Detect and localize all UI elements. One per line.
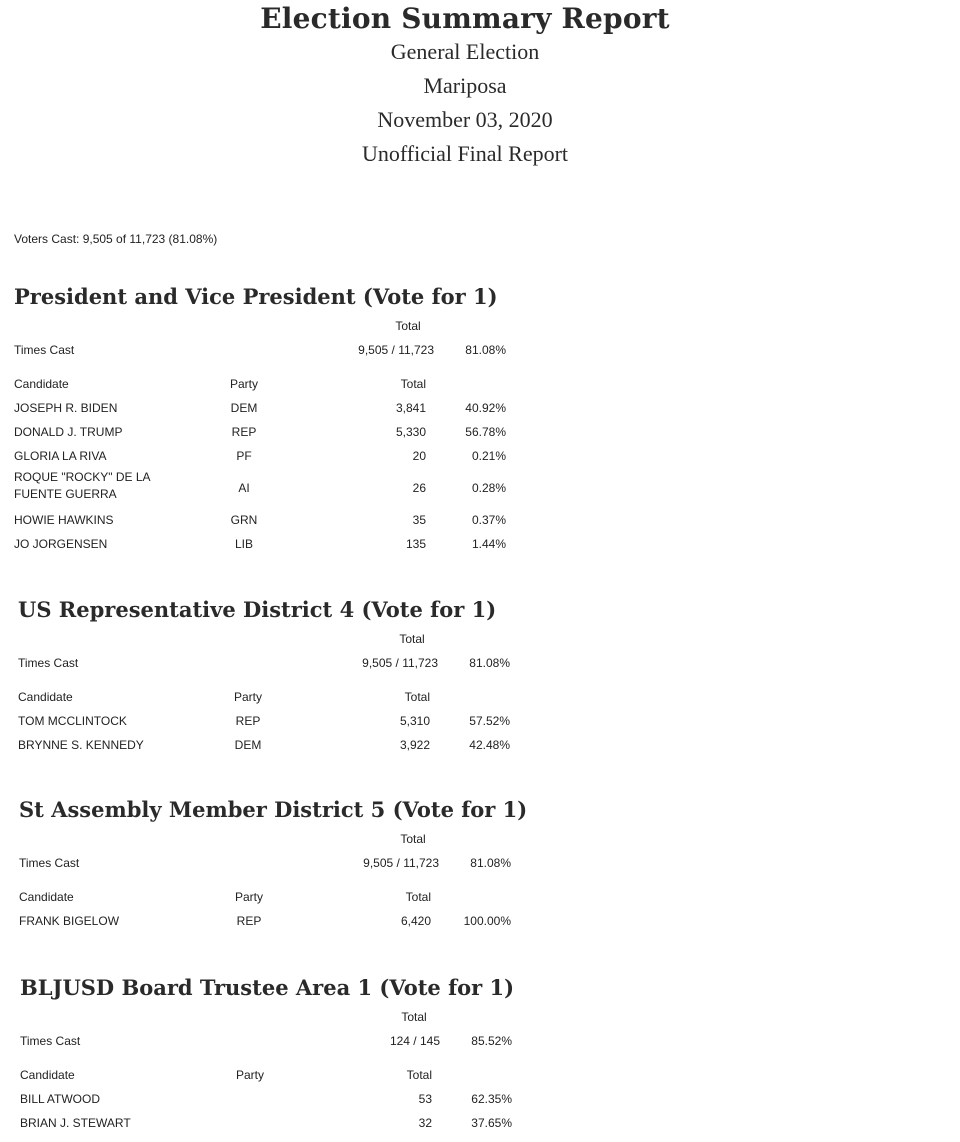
candidate-percent: 0.37%	[471, 513, 506, 527]
candidate-row	[14, 397, 534, 421]
candidate-total: 5,310	[399, 714, 430, 728]
candidate-party: AI	[238, 481, 250, 495]
times-cast-header-row	[18, 632, 538, 652]
contest-title: US Representative District 4 (Vote for 1)	[18, 597, 497, 622]
total-column-header: Total	[399, 632, 425, 646]
times-cast-value: 9,505 / 11,723	[358, 343, 434, 357]
candidate-party: REP	[235, 714, 261, 728]
times-cast-header-row	[20, 1010, 540, 1030]
candidate-party: PF	[236, 449, 252, 463]
total-column-header: Total	[404, 690, 430, 704]
candidate-row	[20, 1088, 540, 1112]
candidate-column-header: Candidate	[18, 690, 73, 704]
candidate-party: REP	[231, 425, 257, 439]
times-cast-value: 9,505 / 11,723	[362, 656, 438, 670]
candidate-name: FRANK BIGELOW	[19, 914, 120, 928]
contest-section	[19, 797, 539, 934]
candidate-name: BILL ATWOOD	[20, 1092, 101, 1106]
candidate-percent: 100.00%	[463, 914, 511, 928]
times-cast-percent: 81.08%	[469, 656, 510, 670]
candidate-party: REP	[236, 914, 262, 928]
party-column-header: Party	[233, 690, 262, 704]
candidate-header-row	[14, 373, 534, 397]
candidate-percent: 0.28%	[471, 481, 506, 495]
candidate-name: ROQUE "ROCKY" DE LA FUENTE GUERRA	[14, 470, 150, 501]
times-cast-row	[20, 1030, 540, 1054]
times-cast-row	[19, 852, 539, 876]
spacer	[18, 676, 538, 686]
candidate-party: DEM	[234, 738, 262, 752]
candidate-total: 20	[412, 449, 426, 463]
voters-cast: Voters Cast: 9,505 of 11,723 (81.08%)	[14, 232, 218, 246]
candidate-percent: 0.21%	[471, 449, 506, 463]
candidate-percent: 56.78%	[465, 425, 506, 439]
candidate-name: HOWIE HAWKINS	[14, 513, 114, 527]
candidate-name: BRIAN J. STEWART	[20, 1116, 131, 1130]
times-cast-percent: 81.08%	[465, 343, 506, 357]
total-column-header: Total	[405, 890, 431, 904]
candidate-name: JO JORGENSEN	[14, 537, 108, 551]
contest-title: President and Vice President (Vote for 1)	[14, 284, 498, 309]
candidate-percent: 62.35%	[471, 1092, 512, 1106]
times-cast-label: Times Cast	[20, 1034, 81, 1048]
candidate-name: GLORIA LA RIVA	[14, 449, 107, 463]
candidate-percent: 57.52%	[469, 714, 510, 728]
election-name: General Election	[390, 39, 540, 64]
county-name: Mariposa	[423, 73, 507, 98]
candidate-total: 35	[412, 513, 426, 527]
candidate-row	[14, 509, 534, 533]
candidate-percent: 40.92%	[465, 401, 506, 415]
contest-title: BLJUSD Board Trustee Area 1 (Vote for 1)	[20, 975, 515, 1000]
spacer	[14, 363, 534, 373]
candidate-total: 135	[405, 537, 426, 551]
total-column-header: Total	[401, 1010, 427, 1024]
candidate-column-header: Candidate	[14, 377, 69, 391]
times-cast-row	[18, 652, 538, 676]
times-cast-header-row	[14, 319, 534, 339]
times-cast-value: 124 / 145	[389, 1034, 440, 1048]
candidate-percent: 37.65%	[471, 1116, 512, 1130]
report-title: Election Summary Report	[260, 2, 670, 35]
total-column-header: Total	[395, 319, 421, 333]
candidate-row	[18, 734, 538, 758]
candidate-total: 26	[412, 481, 426, 495]
party-column-header: Party	[234, 890, 263, 904]
times-cast-label: Times Cast	[14, 343, 75, 357]
party-column-header: Party	[235, 1068, 264, 1082]
candidate-row	[19, 910, 539, 934]
candidate-total: 3,922	[399, 738, 430, 752]
candidate-total: 6,420	[400, 914, 431, 928]
candidate-row	[14, 469, 534, 509]
report-status: Unofficial Final Report	[361, 141, 569, 166]
candidate-name: JOSEPH R. BIDEN	[14, 401, 118, 415]
spacer	[20, 1054, 540, 1064]
candidate-total: 53	[418, 1092, 432, 1106]
times-cast-percent: 85.52%	[471, 1034, 512, 1048]
candidate-row	[14, 421, 534, 445]
candidate-header-row	[19, 886, 539, 910]
candidate-percent: 1.44%	[471, 537, 506, 551]
candidate-row	[18, 710, 538, 734]
candidate-name: BRYNNE S. KENNEDY	[18, 738, 144, 752]
candidate-header-row	[18, 686, 538, 710]
contest-section	[18, 597, 538, 758]
candidate-header-row	[20, 1064, 540, 1088]
times-cast-header-row	[19, 832, 539, 852]
contest-title: St Assembly Member District 5 (Vote for 1)	[19, 797, 528, 822]
report-header	[0, 0, 930, 171]
total-column-header: Total	[400, 377, 426, 391]
candidate-row	[14, 445, 534, 469]
times-cast-percent: 81.08%	[470, 856, 511, 870]
candidate-row	[20, 1112, 540, 1136]
candidate-row	[14, 533, 534, 557]
contest-section	[14, 284, 534, 557]
candidate-column-header: Candidate	[20, 1068, 75, 1082]
candidate-party: LIB	[234, 537, 253, 551]
candidate-name: DONALD J. TRUMP	[14, 425, 123, 439]
times-cast-label: Times Cast	[18, 656, 79, 670]
times-cast-row	[14, 339, 534, 363]
total-column-header: Total	[406, 1068, 432, 1082]
times-cast-label: Times Cast	[19, 856, 80, 870]
spacer	[19, 876, 539, 886]
candidate-total: 5,330	[395, 425, 426, 439]
candidate-column-header: Candidate	[19, 890, 74, 904]
contest-section	[20, 975, 540, 1136]
candidate-total: 3,841	[395, 401, 426, 415]
election-date: November 03, 2020	[377, 107, 553, 132]
candidate-name: TOM MCCLINTOCK	[18, 714, 127, 728]
candidate-percent: 42.48%	[469, 738, 510, 752]
times-cast-value: 9,505 / 11,723	[363, 856, 439, 870]
candidate-total: 32	[418, 1116, 432, 1130]
candidate-party: GRN	[230, 513, 258, 527]
candidate-party: DEM	[230, 401, 258, 415]
total-column-header: Total	[400, 832, 426, 846]
party-column-header: Party	[229, 377, 258, 391]
